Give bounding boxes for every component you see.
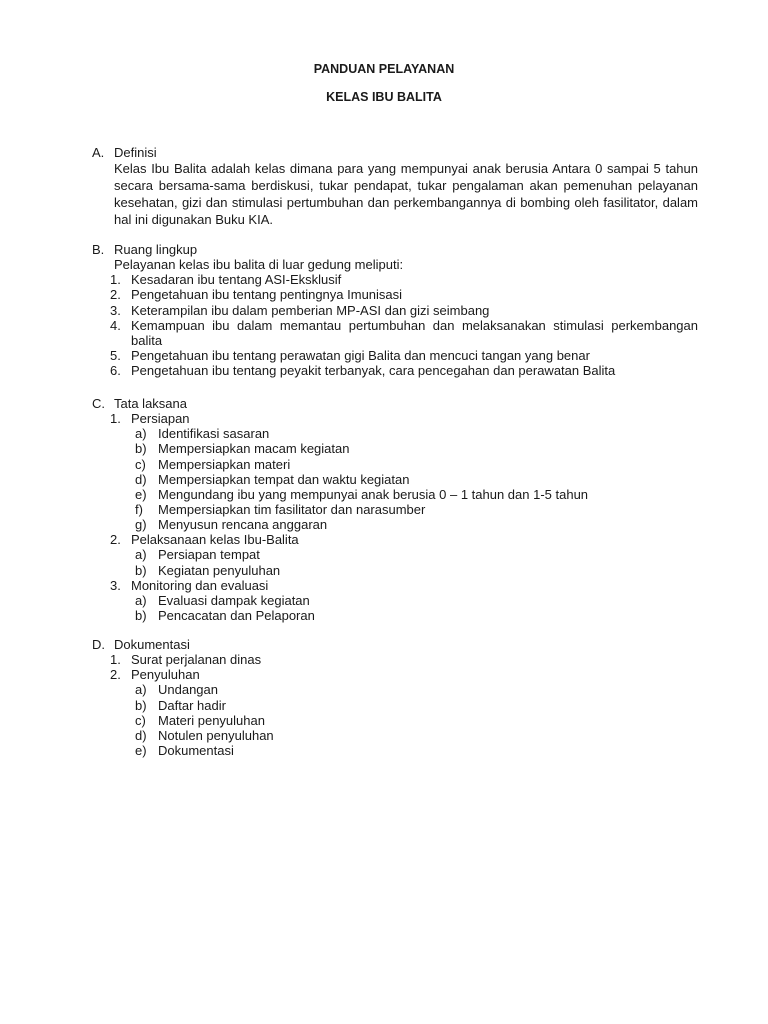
list-item bbox=[92, 532, 698, 547]
list-item-text: Kemampuan ibu dalam memantau pertumbuhan dan melaksanakan stimulasi perkembangan balita bbox=[131, 317, 698, 348]
section-heading bbox=[92, 242, 698, 257]
list-item bbox=[92, 652, 698, 667]
sub-list-item bbox=[92, 547, 698, 562]
list-marker: 1. bbox=[110, 652, 121, 668]
list-item bbox=[92, 348, 698, 363]
list-marker: 1. bbox=[110, 272, 121, 288]
list-marker: 2. bbox=[110, 532, 121, 548]
section-title: Dokumentasi bbox=[114, 637, 190, 652]
list-item bbox=[92, 272, 698, 287]
list-marker: c) bbox=[135, 456, 146, 472]
section-title: Ruang lingkup bbox=[114, 242, 198, 257]
list-marker: a) bbox=[135, 426, 147, 442]
list-marker: 3. bbox=[110, 577, 121, 593]
document-subtitle: KELAS IBU BALITA bbox=[326, 90, 442, 104]
list-item-text: Pengetahuan ibu tentang perawatan gigi Balita dan mencuci tangan yang benar bbox=[131, 348, 590, 364]
sub-list-item bbox=[92, 487, 698, 502]
section-heading bbox=[92, 396, 698, 411]
document-title: PANDUAN PELAYANAN bbox=[313, 62, 455, 76]
sub-list-item bbox=[92, 472, 698, 487]
list-item-text: Persiapan tempat bbox=[158, 547, 260, 563]
list-item bbox=[92, 363, 698, 378]
list-marker: 2. bbox=[110, 287, 121, 303]
section-a bbox=[92, 145, 698, 228]
list-marker: f) bbox=[135, 501, 143, 517]
list-marker: b) bbox=[135, 697, 147, 713]
list-item-text: Pengetahuan ibu tentang pentingnya Imunisasi bbox=[131, 287, 403, 303]
list-item-text: Notulen penyuluhan bbox=[158, 727, 274, 743]
list-marker: 5. bbox=[110, 348, 121, 364]
sub-list-item bbox=[92, 682, 698, 697]
list-marker: e) bbox=[135, 486, 147, 502]
list-item bbox=[92, 411, 698, 426]
sub-list-item bbox=[92, 517, 698, 532]
list-item-text: Identifikasi sasaran bbox=[158, 426, 270, 442]
list-item-text: Kesadaran ibu tentang ASI-Eksklusif bbox=[131, 272, 342, 288]
list-item-text: Keterampilan ibu dalam pemberian MP-ASI dan gizi seimbang bbox=[131, 302, 490, 318]
list-marker: d) bbox=[135, 727, 147, 743]
list-item-text: Undangan bbox=[158, 682, 218, 698]
list-item bbox=[92, 318, 698, 348]
list-marker: 1. bbox=[110, 411, 121, 427]
list-item-text: Pengetahuan ibu tentang peyakit terbanyak, cara pencegahan dan perawatan Balita bbox=[131, 363, 616, 379]
list-marker: a) bbox=[135, 547, 147, 563]
definition-paragraph: Kelas Ibu Balita adalah kelas dimana para yang mempunyai anak berusia Antara 0 sampai 5 tahun secara bersama-sama berdiskusi, tukar pendapat, tukar pengalaman akan pemenuhan pelayanan kesehatan, gizi dan stimulasi pertumbuhan dan perkembangannya di bombing oleh fasilitator, dalam hal ini digunakan Buku KIA. bbox=[114, 161, 698, 228]
list-marker: a) bbox=[135, 592, 147, 608]
section-title: Definisi bbox=[114, 145, 157, 160]
sub-list-item bbox=[92, 441, 698, 456]
list-marker: c) bbox=[135, 712, 146, 728]
list-item-text: Menyusun rencana anggaran bbox=[158, 517, 328, 533]
list-item-text: Mengundang ibu yang mempunyai anak berusia 0 – 1 tahun dan 1-5 tahun bbox=[158, 486, 589, 502]
list-marker: d) bbox=[135, 471, 147, 487]
list-marker: 4. bbox=[110, 317, 121, 333]
section-c bbox=[92, 396, 698, 623]
section-label: B. bbox=[92, 242, 105, 257]
sub-list-item bbox=[92, 713, 698, 728]
section-heading bbox=[92, 637, 698, 652]
list-item-text: Surat perjalanan dinas bbox=[131, 652, 262, 668]
list-item-text: Penyuluhan bbox=[131, 667, 200, 683]
sub-list-item bbox=[92, 608, 698, 623]
list-item-text: Mempersiapkan tempat dan waktu kegiatan bbox=[158, 471, 410, 487]
section-label: C. bbox=[92, 396, 105, 411]
list-item bbox=[92, 667, 698, 682]
list-item-text: Mempersiapkan macam kegiatan bbox=[158, 441, 350, 457]
list-item-text: Persiapan bbox=[131, 411, 190, 427]
procedure-list bbox=[92, 411, 698, 623]
section-label: A. bbox=[92, 145, 105, 160]
section-b bbox=[92, 242, 698, 378]
sub-list-item bbox=[92, 698, 698, 713]
sub-list-item bbox=[92, 593, 698, 608]
list-item-text: Evaluasi dampak kegiatan bbox=[158, 592, 310, 608]
list-marker: b) bbox=[135, 607, 147, 623]
list-item-text: Materi penyuluhan bbox=[158, 712, 265, 728]
list-item-text: Kegiatan penyuluhan bbox=[158, 562, 281, 578]
sub-list-item bbox=[92, 426, 698, 441]
list-item-text: Pelaksanaan kelas Ibu-Balita bbox=[131, 532, 299, 548]
list-item bbox=[92, 287, 698, 302]
sub-list-item bbox=[92, 563, 698, 578]
list-marker: 2. bbox=[110, 667, 121, 683]
list-marker: e) bbox=[135, 742, 147, 758]
section-label: D. bbox=[92, 637, 105, 652]
list-item bbox=[92, 303, 698, 318]
list-marker: a) bbox=[135, 682, 147, 698]
list-marker: b) bbox=[135, 441, 147, 457]
sub-list-item bbox=[92, 457, 698, 472]
list-marker: 6. bbox=[110, 363, 121, 379]
section-heading bbox=[92, 145, 698, 160]
list-item-text: Pencacatan dan Pelaporan bbox=[158, 607, 315, 623]
list-item-text: Monitoring dan evaluasi bbox=[131, 577, 269, 593]
list-marker: b) bbox=[135, 562, 147, 578]
sub-list-item bbox=[92, 502, 698, 517]
list-marker: g) bbox=[135, 517, 147, 533]
sub-list-item bbox=[92, 743, 698, 758]
list-item-text: Mempersiapkan tim fasilitator dan narasumber bbox=[158, 501, 426, 517]
list-item-text: Mempersiapkan materi bbox=[158, 456, 291, 472]
list-item-text: Daftar hadir bbox=[158, 697, 226, 713]
sub-list-item bbox=[92, 728, 698, 743]
list-item-text: Dokumentasi bbox=[158, 742, 234, 758]
documentation-list bbox=[92, 652, 698, 758]
section-title: Tata laksana bbox=[114, 396, 187, 411]
scope-list bbox=[92, 272, 698, 378]
section-d bbox=[92, 637, 698, 758]
list-marker: 3. bbox=[110, 302, 121, 318]
list-item bbox=[92, 578, 698, 593]
section-intro: Pelayanan kelas ibu balita di luar gedung meliputi: bbox=[114, 257, 404, 273]
